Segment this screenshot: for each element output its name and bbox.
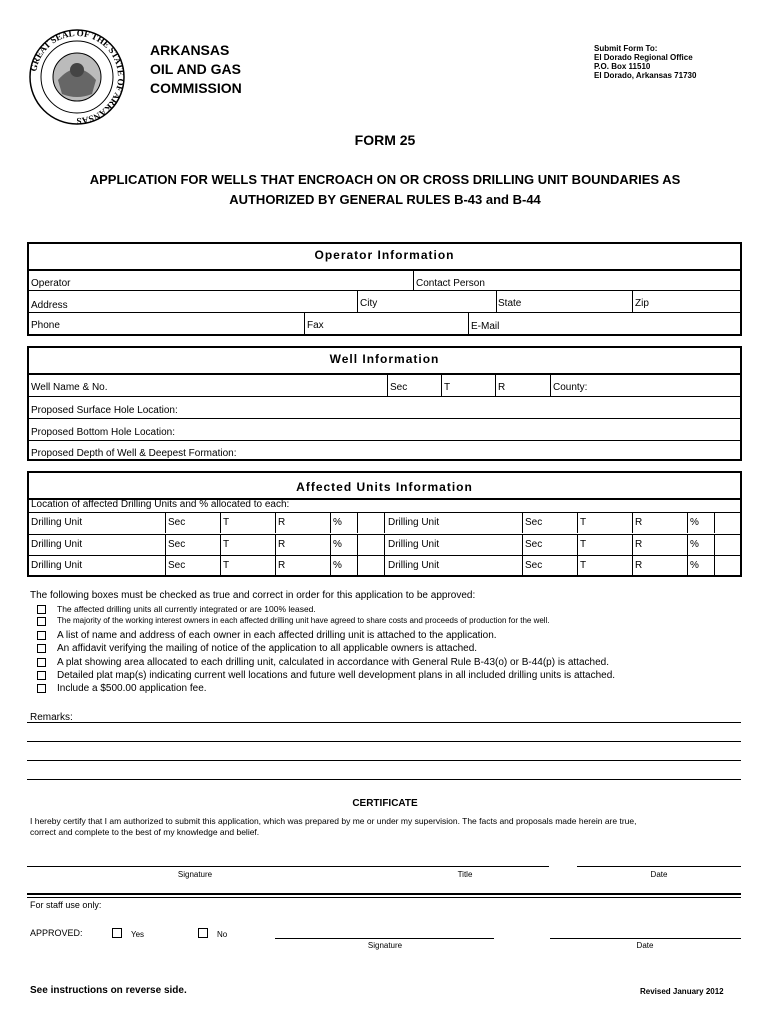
divider [387, 374, 388, 396]
unit-percent-field[interactable]: % [333, 517, 342, 528]
divider [29, 373, 740, 375]
unit-r-field[interactable]: R [635, 517, 643, 528]
requirement-checkbox[interactable] [37, 605, 46, 614]
title-caption: Title [457, 870, 473, 879]
signature-caption: Signature [177, 870, 213, 879]
staff-signature-caption: Signature [367, 941, 403, 950]
requirement-text: An affidavit verifying the mailing of notice of the application to all applicable owners is attached. [57, 643, 478, 654]
unit-percent-field[interactable]: % [690, 539, 699, 550]
unit-t-field[interactable]: T [580, 560, 587, 571]
divider [165, 556, 166, 576]
date-caption: Date [650, 870, 668, 879]
divider [220, 535, 221, 555]
divider [384, 535, 385, 555]
divider [330, 535, 331, 555]
divider [714, 513, 715, 533]
location-label: Location of affected Drilling Units and % allocated to each: [31, 499, 290, 510]
staff-signature-line[interactable] [275, 938, 494, 939]
unit-r-field[interactable]: R [278, 539, 286, 550]
divider [714, 556, 715, 576]
city-field[interactable]: City [360, 298, 378, 309]
instructions-note: See instructions on reverse side. [30, 985, 187, 996]
contact-person-field[interactable]: Contact Person [416, 278, 485, 289]
divider [687, 513, 688, 533]
date-line[interactable] [577, 866, 741, 867]
bottom-location-field[interactable]: Proposed Bottom Hole Location: [31, 427, 175, 438]
requirement-checkbox[interactable] [37, 671, 46, 680]
approved-yes-checkbox[interactable] [112, 928, 122, 938]
divider [357, 291, 358, 312]
remarks-line[interactable] [27, 741, 741, 742]
divider [29, 312, 740, 313]
remarks-line[interactable] [27, 760, 741, 761]
staff-use-label: For staff use only: [30, 900, 102, 910]
county-field[interactable]: County: [553, 382, 588, 393]
remarks-line[interactable] [27, 779, 741, 780]
form-title [0, 170, 770, 210]
no-label: No [217, 930, 228, 939]
unit-percent-field[interactable]: % [333, 539, 342, 550]
zip-field[interactable]: Zip [635, 298, 649, 309]
drilling-unit-field[interactable]: Drilling Unit [31, 560, 83, 571]
unit-percent-field[interactable]: % [333, 560, 342, 571]
seal-text: GREAT SEAL OF THE STATE OF ARKANSAS [28, 28, 126, 126]
org-line-2: OIL AND GAS [150, 61, 242, 77]
unit-sec-field[interactable]: Sec [168, 517, 186, 528]
divider [495, 374, 496, 396]
unit-percent-field[interactable]: % [690, 560, 699, 571]
divider [632, 513, 633, 533]
divider [413, 270, 414, 290]
fax-field[interactable]: Fax [307, 320, 324, 331]
checklist-intro: The following boxes must be checked as true and correct in order for this application to be approved: [30, 590, 476, 601]
divider [29, 440, 740, 441]
phone-field[interactable]: Phone [31, 320, 60, 331]
unit-sec-field[interactable]: Sec [525, 539, 543, 550]
divider [220, 513, 221, 533]
divider [632, 535, 633, 555]
well-section-title: Well Information [329, 352, 440, 366]
divider [304, 313, 305, 334]
divider [275, 535, 276, 555]
submit-to-label: Submit Form To: [594, 44, 658, 53]
staff-date-caption: Date [636, 941, 654, 950]
divider [357, 556, 358, 576]
affected-section [27, 471, 742, 577]
affected-section-title: Affected Units Information [296, 480, 473, 494]
divider [220, 556, 221, 576]
divider [384, 513, 385, 533]
divider [687, 535, 688, 555]
unit-percent-field[interactable]: % [690, 517, 699, 528]
drilling-unit-field[interactable]: Drilling Unit [388, 560, 440, 571]
depth-formation-field[interactable]: Proposed Depth of Well & Deepest Formation: [31, 448, 237, 459]
form-title-line-1: APPLICATION FOR WELLS THAT ENCROACH ON OR CROSS DRILLING UNIT BOUNDARIES AS [89, 172, 681, 187]
divider [550, 374, 551, 396]
unit-r-field[interactable]: R [635, 560, 643, 571]
well-section [27, 346, 742, 461]
certificate-text [30, 816, 636, 838]
certificate-title: CERTIFICATE [352, 798, 418, 809]
unit-r-field[interactable]: R [278, 560, 286, 571]
divider [441, 374, 442, 396]
divider [468, 313, 469, 334]
divider [275, 513, 276, 533]
unit-t-field[interactable]: T [580, 539, 587, 550]
state-field[interactable]: State [498, 298, 522, 309]
form-title-line-2: AUTHORIZED BY GENERAL RULES B-43 and B-44 [229, 192, 541, 207]
office-city: El Dorado, Arkansas 71730 [594, 71, 697, 80]
certificate-text-line-1: I hereby certify that I am authorized to submit this application, which was prepared by me or under my supervision. The facts and proposals made herein are true, [30, 816, 637, 826]
po-box: P.O. Box 11510 [594, 62, 651, 71]
well-name-field[interactable]: Well Name & No. [31, 382, 108, 393]
divider [577, 513, 578, 533]
drilling-unit-field[interactable]: Drilling Unit [388, 517, 440, 528]
email-field[interactable]: E-Mail [471, 321, 500, 332]
unit-sec-field[interactable]: Sec [525, 517, 543, 528]
certificate-text-line-2: correct and complete to the best of my knowledge and belief. [30, 827, 260, 837]
well-t-field[interactable]: T [444, 382, 451, 393]
divider [522, 513, 523, 533]
unit-sec-field[interactable]: Sec [168, 539, 186, 550]
state-seal [28, 28, 126, 126]
org-name [150, 41, 242, 98]
unit-sec-field[interactable]: Sec [525, 560, 543, 571]
org-line-3: COMMISSION [150, 80, 242, 96]
requirement-text: Include a $500.00 application fee. [57, 683, 207, 694]
approved-no-checkbox[interactable] [198, 928, 208, 938]
divider [275, 556, 276, 576]
signature-line[interactable] [27, 866, 549, 867]
office-name: El Dorado Regional Office [594, 53, 693, 62]
requirement-text: The majority of the working interest owners in each affected drilling unit have agreed to share costs and proceeds of production for the well. [57, 616, 550, 625]
divider [330, 513, 331, 533]
org-line-1: ARKANSAS [150, 42, 230, 58]
well-sec-field[interactable]: Sec [390, 382, 408, 393]
requirement-checkbox[interactable] [37, 644, 46, 653]
drilling-unit-field[interactable]: Drilling Unit [31, 517, 83, 528]
form-number: FORM 25 [354, 132, 416, 148]
divider [29, 290, 740, 291]
divider [357, 513, 358, 533]
requirement-text: Detailed plat map(s) indicating current well locations and future well development plans in all included drilling units is attached. [57, 670, 616, 681]
operator-field[interactable]: Operator [31, 278, 71, 289]
requirement-checkbox[interactable] [37, 617, 46, 626]
divider [29, 418, 740, 419]
requirement-text: A list of name and address of each owner in each affected drilling unit is attached to the application. [57, 630, 497, 641]
unit-t-field[interactable]: T [223, 560, 230, 571]
divider [330, 556, 331, 576]
requirement-text: A plat showing area allocated to each drilling unit, calculated in accordance with General Rule B-43(o) or B-44(p) is attached. [57, 657, 609, 668]
unit-t-field[interactable]: T [580, 517, 587, 528]
unit-t-field[interactable]: T [223, 539, 230, 550]
unit-r-field[interactable]: R [635, 539, 643, 550]
address-field[interactable]: Address [31, 300, 68, 311]
submit-address [594, 44, 696, 80]
divider [577, 556, 578, 576]
staff-divider [27, 897, 741, 898]
yes-label: Yes [131, 930, 145, 939]
divider [687, 556, 688, 576]
surface-location-field[interactable]: Proposed Surface Hole Location: [31, 405, 178, 416]
divider [522, 535, 523, 555]
divider [632, 291, 633, 312]
requirement-checkbox[interactable] [37, 631, 46, 640]
requirement-checkbox[interactable] [37, 684, 46, 693]
requirement-checkbox[interactable] [37, 658, 46, 667]
remarks-line[interactable] [27, 722, 741, 723]
divider [357, 535, 358, 555]
divider [577, 535, 578, 555]
well-r-field[interactable]: R [498, 382, 506, 393]
requirement-text: The affected drilling units all currently integrated or are 100% leased. [57, 604, 316, 614]
remarks-label: Remarks: [30, 712, 73, 723]
divider [165, 513, 166, 533]
operator-section-title: Operator Information [314, 248, 455, 262]
divider [29, 396, 740, 397]
staff-date-line[interactable] [550, 938, 741, 939]
approved-label: APPROVED: [30, 928, 83, 938]
staff-divider [27, 893, 741, 895]
revised-date: Revised January 2012 [640, 987, 724, 996]
divider [632, 556, 633, 576]
unit-sec-field[interactable]: Sec [168, 560, 186, 571]
divider [714, 535, 715, 555]
drilling-unit-field[interactable]: Drilling Unit [388, 539, 440, 550]
divider [165, 535, 166, 555]
divider [522, 556, 523, 576]
operator-section [27, 242, 742, 336]
unit-r-field[interactable]: R [278, 517, 286, 528]
unit-t-field[interactable]: T [223, 517, 230, 528]
divider [496, 291, 497, 312]
divider [29, 269, 740, 271]
drilling-unit-field[interactable]: Drilling Unit [31, 539, 83, 550]
divider [384, 556, 385, 576]
